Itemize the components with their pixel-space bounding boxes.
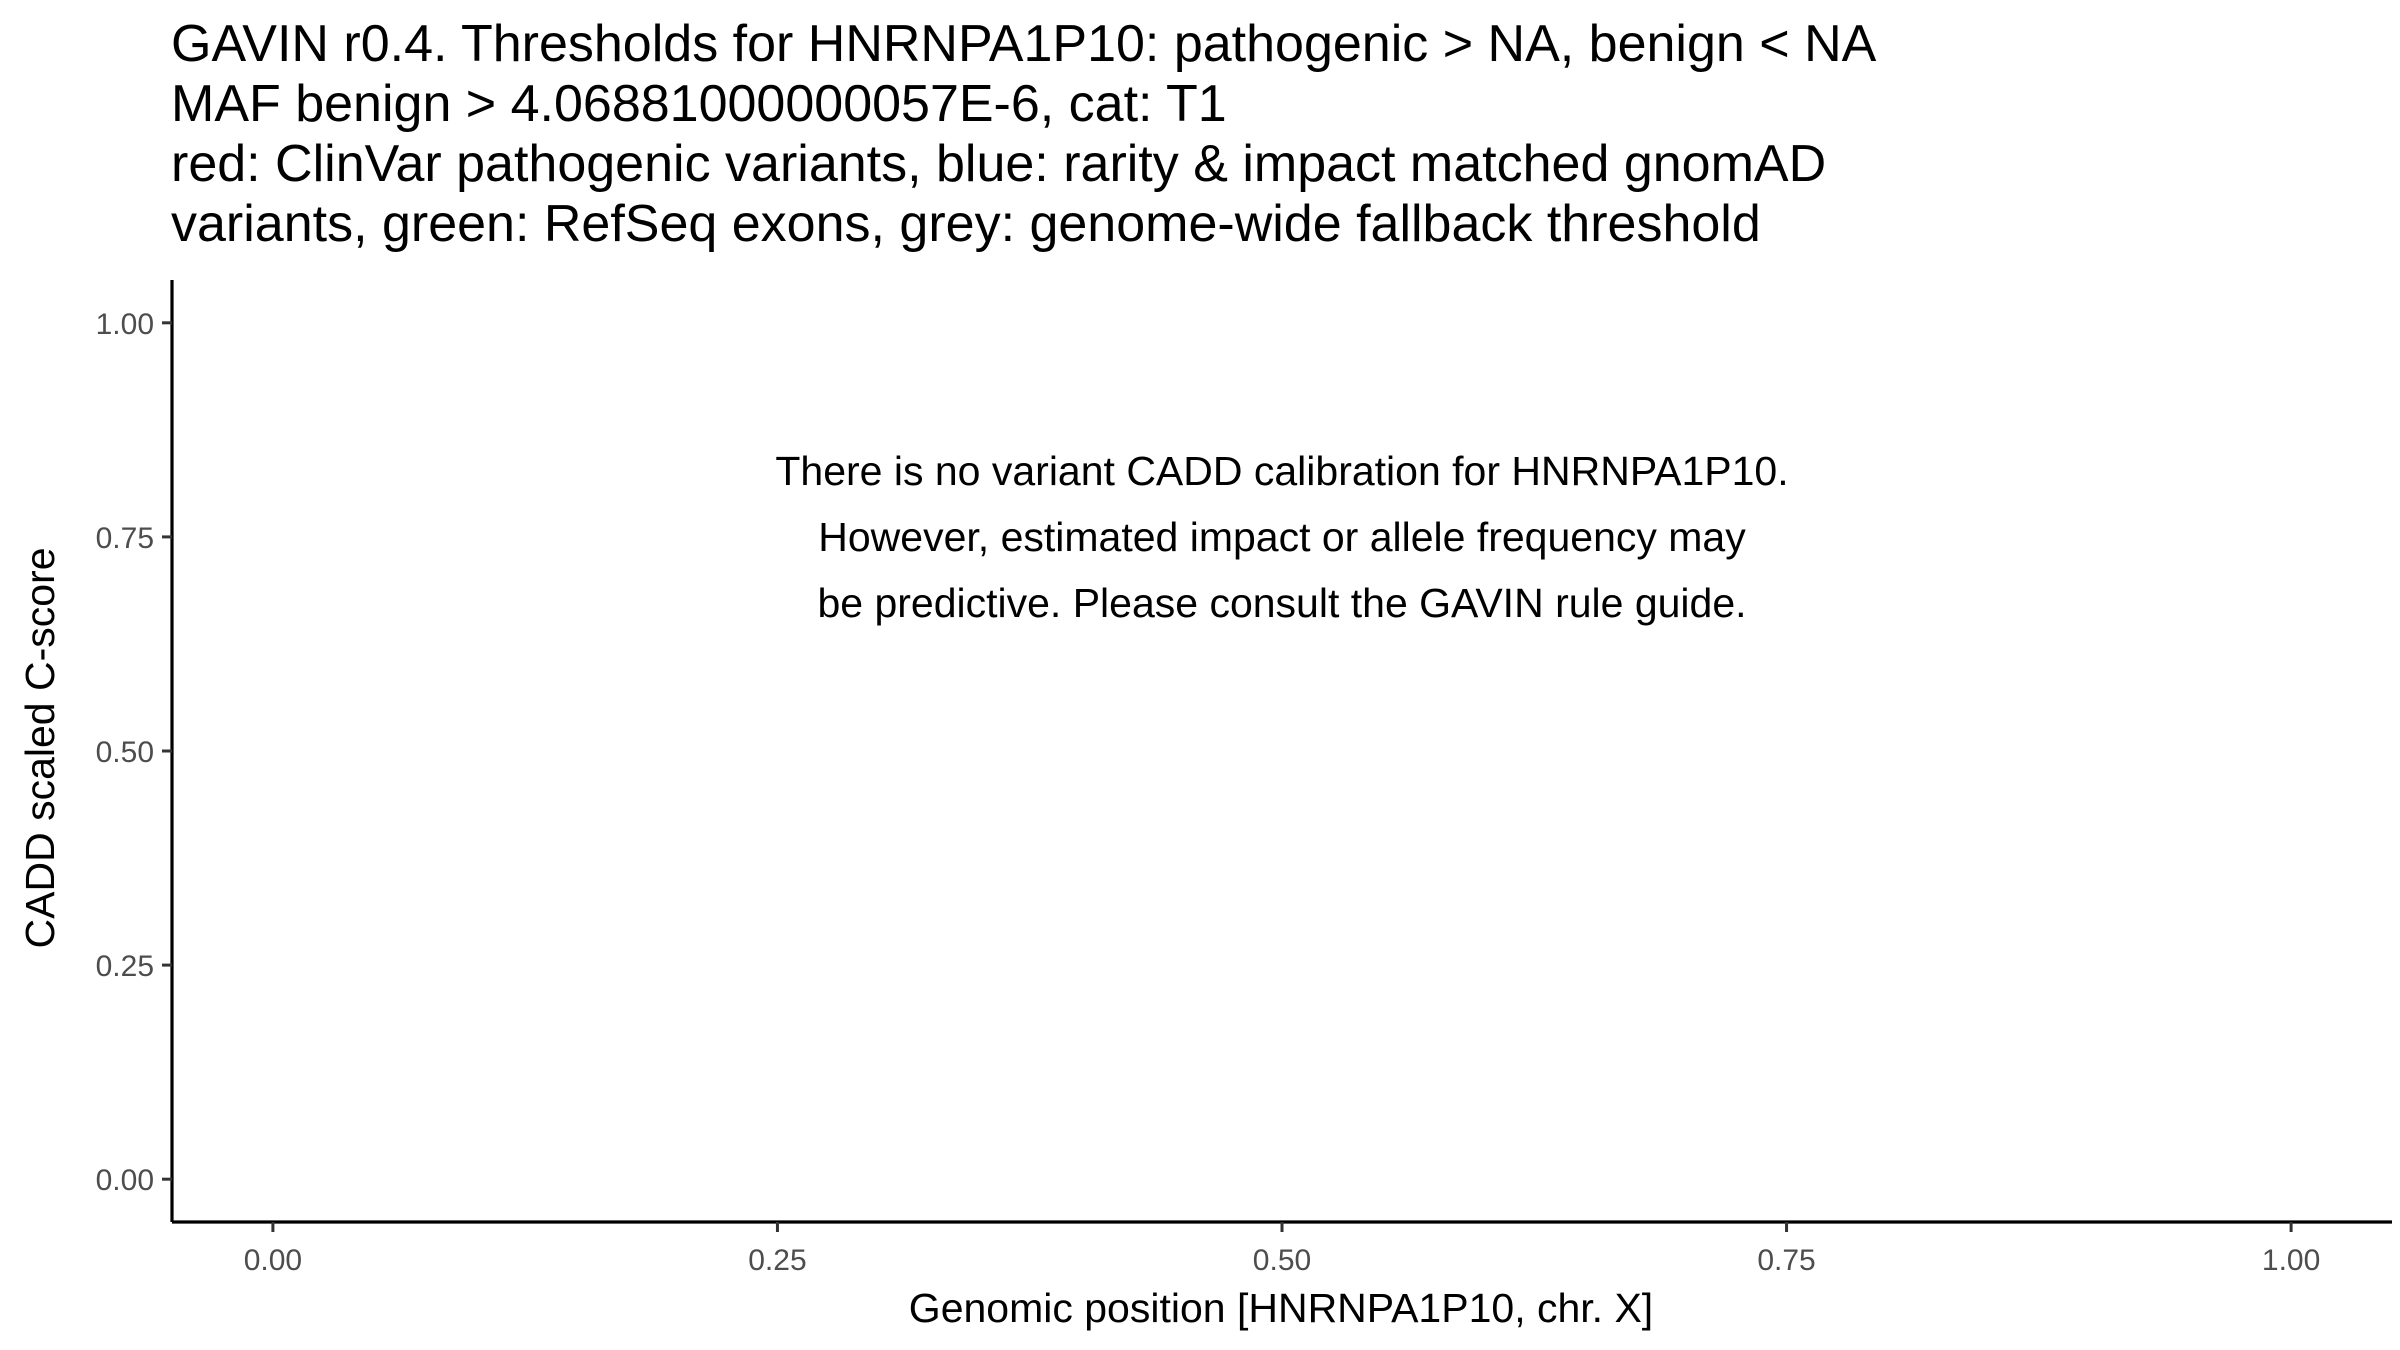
y-axis-title: CADD scaled C-score: [17, 547, 63, 949]
y-tick-label: 1.00: [95, 307, 154, 341]
x-tick-label: 0.25: [748, 1244, 807, 1277]
y-tick-label: 0.50: [95, 736, 154, 769]
x-tick-label: 1.00: [2261, 1244, 2321, 1277]
title-line-3: red: ClinVar pathogenic variants, blue: rarity & impact matched gnomAD: [171, 135, 1827, 193]
x-axis-title: Genomic position [HNRNPA1P10, chr. X]: [908, 1285, 1654, 1331]
annotation-line: However, estimated impact or allele frequency may: [818, 513, 1746, 560]
title-line-1: GAVIN r0.4. Thresholds for HNRNPA1P10: pathogenic > NA, benign < NA: [171, 15, 1877, 73]
y-tick-label: 0.75: [95, 521, 154, 555]
x-tick-label: 0.00: [243, 1244, 303, 1277]
annotation-line: There is no variant CADD calibration for HNRNPA1P10.: [775, 447, 1789, 494]
annotation-line: be predictive. Please consult the GAVIN rule guide.: [817, 579, 1747, 626]
title-line-2: MAF benign > 4.06881000000057E-6, cat: T1: [171, 75, 1227, 133]
y-tick-label: 0.00: [95, 1164, 154, 1198]
title-line-4: variants, green: RefSeq exons, grey: genome-wide fallback threshold: [171, 195, 1761, 253]
x-tick-label: 0.50: [1252, 1244, 1312, 1277]
y-tick-label: 0.25: [95, 950, 154, 984]
x-tick-label: 0.75: [1757, 1244, 1816, 1277]
